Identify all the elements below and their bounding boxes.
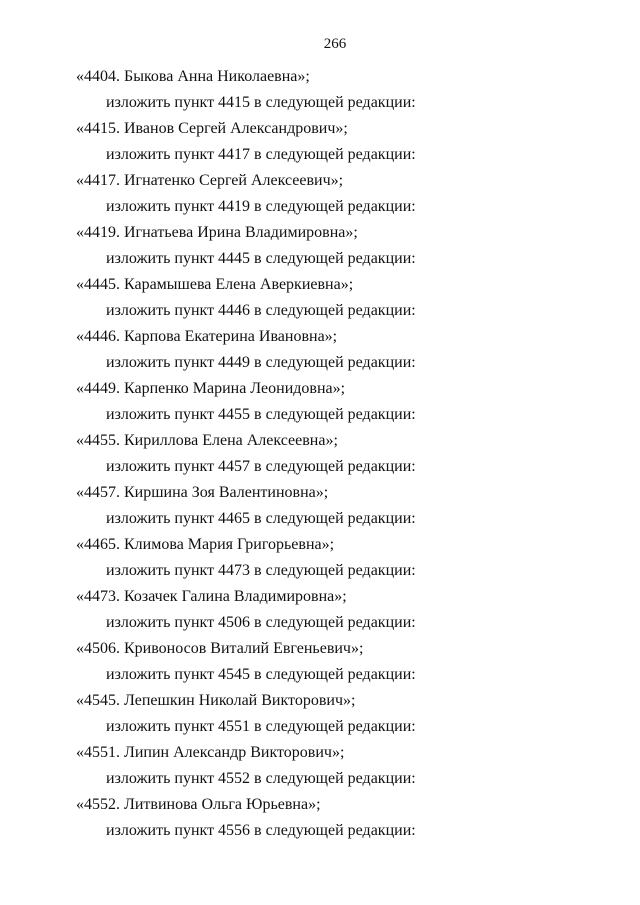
list-entry: «4445. Карамышева Елена Аверкиевна»;: [76, 276, 354, 293]
amendment-instruction: изложить пункт 4506 в следующей редакции:: [106, 614, 416, 631]
amendment-instruction: изложить пункт 4417 в следующей редакции:: [106, 146, 416, 163]
amendment-instruction: изложить пункт 4457 в следующей редакции:: [106, 458, 416, 475]
list-entry: «4545. Лепешкин Николай Викторович»;: [76, 692, 356, 709]
document-body: [0, 64, 640, 844]
list-entry: «4506. Кривоносов Виталий Евгеньевич»;: [76, 640, 364, 657]
list-entry: «4457. Киршина Зоя Валентиновна»;: [76, 484, 329, 501]
list-entry: «4446. Карпова Екатерина Ивановна»;: [76, 328, 338, 345]
list-entry: «4449. Карпенко Марина Леонидовна»;: [76, 380, 346, 397]
list-entry: «4404. Быкова Анна Николаевна»;: [76, 68, 310, 85]
amendment-instruction: изложить пункт 4473 в следующей редакции:: [106, 562, 416, 579]
amendment-instruction: изложить пункт 4545 в следующей редакции:: [106, 666, 416, 683]
amendment-instruction: изложить пункт 4415 в следующей редакции:: [106, 94, 416, 111]
list-entry: «4419. Игнатьева Ирина Владимировна»;: [76, 224, 358, 241]
list-entry: «4552. Литвинова Ольга Юрьевна»;: [76, 796, 321, 813]
amendment-instruction: изложить пункт 4445 в следующей редакции:: [106, 250, 416, 267]
amendment-instruction: изложить пункт 4419 в следующей редакции:: [106, 198, 416, 215]
list-entry: «4465. Климова Мария Григорьевна»;: [76, 536, 335, 553]
amendment-instruction: изложить пункт 4446 в следующей редакции:: [106, 302, 416, 319]
page-number: 266: [323, 36, 347, 52]
list-entry: «4417. Игнатенко Сергей Алексеевич»;: [76, 172, 344, 189]
list-entry: «4415. Иванов Сергей Александрович»;: [76, 120, 348, 137]
amendment-instruction: изложить пункт 4455 в следующей редакции:: [106, 406, 416, 423]
list-entry: «4551. Липин Александр Викторович»;: [76, 744, 345, 761]
amendment-instruction: изложить пункт 4551 в следующей редакции:: [106, 718, 416, 735]
list-entry: «4455. Кириллова Елена Алексеевна»;: [76, 432, 338, 449]
amendment-instruction: изложить пункт 4465 в следующей редакции:: [106, 510, 416, 527]
amendment-instruction: изложить пункт 4552 в следующей редакции:: [106, 770, 416, 787]
amendment-instruction: изложить пункт 4556 в следующей редакции:: [106, 822, 416, 839]
list-entry: «4473. Козачек Галина Владимировна»;: [76, 588, 347, 605]
amendment-instruction: изложить пункт 4449 в следующей редакции:: [106, 354, 416, 371]
